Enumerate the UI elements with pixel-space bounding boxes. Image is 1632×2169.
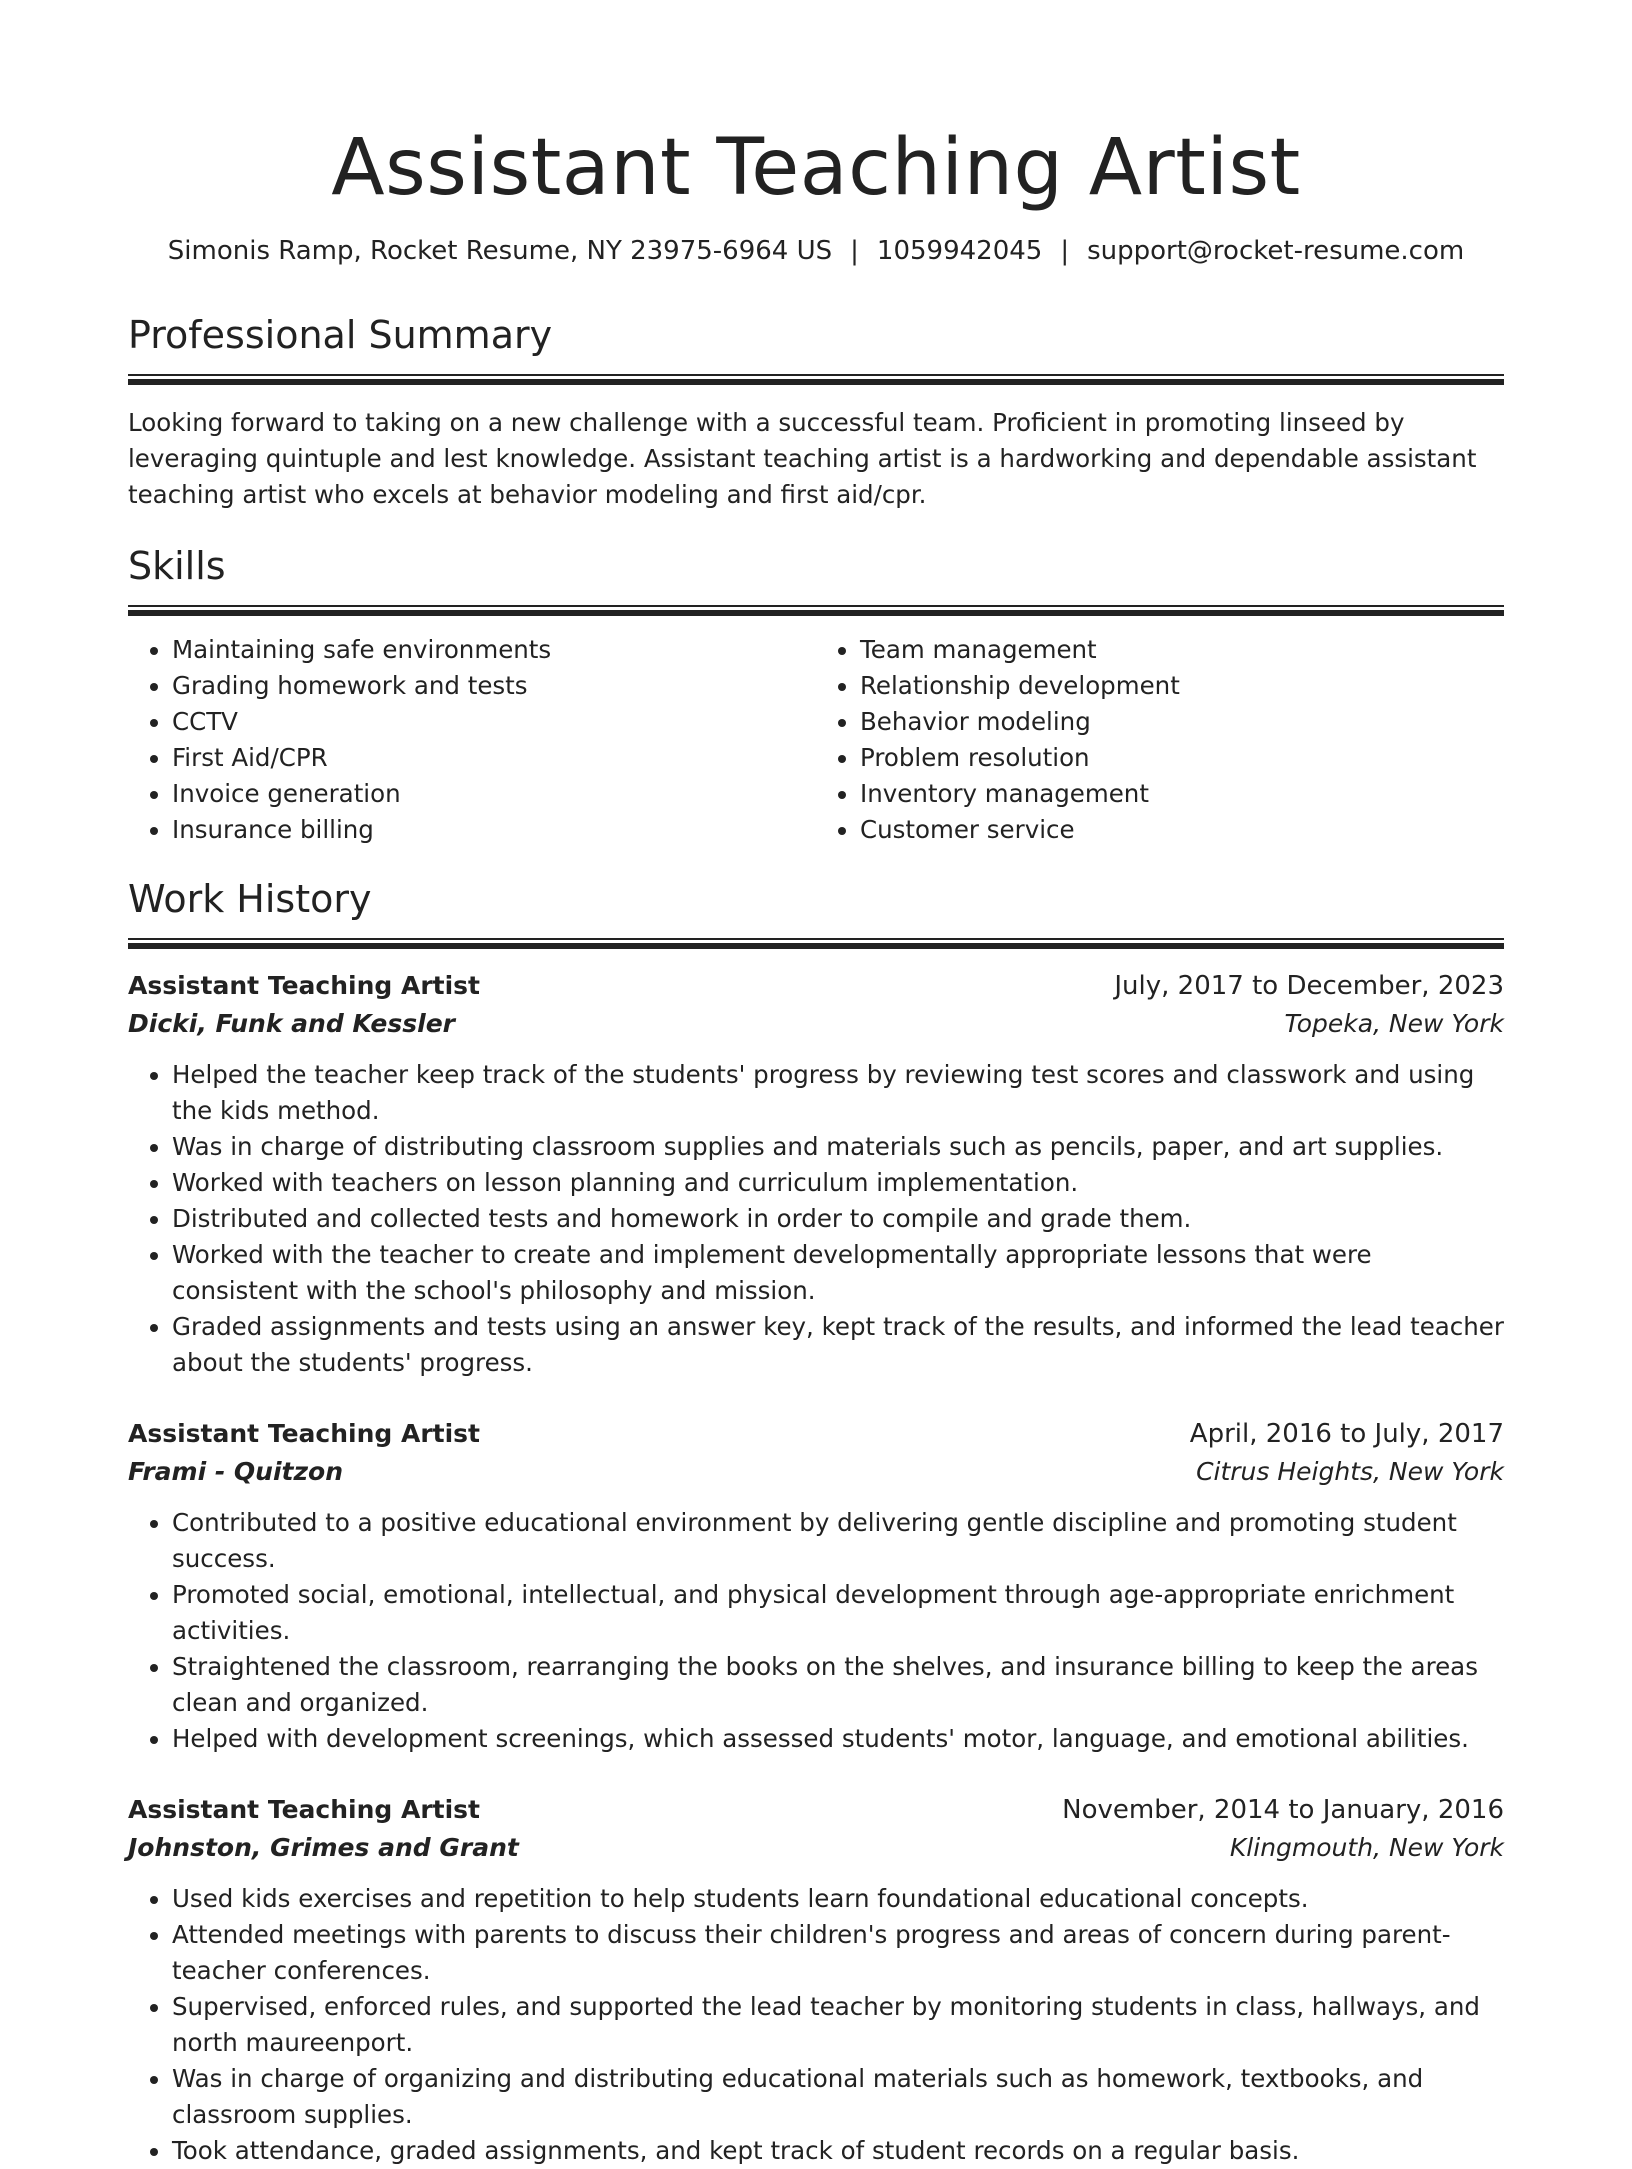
skill-item: • Problem resolution (860, 740, 1504, 776)
contact-address: Simonis Ramp, Rocket Resume, NY 23975-6964 US (167, 236, 833, 266)
job-location: Citrus Heights, New York (1196, 1457, 1504, 1486)
skill-item: • Maintaining safe environments (172, 632, 816, 668)
skill-item: • Grading homework and tests (172, 668, 816, 704)
skills-column-right (816, 632, 1504, 848)
section-heading-summary: Professional Summary (128, 313, 553, 357)
job-dates: November, 2014 to January, 2016 (1062, 1795, 1504, 1825)
section-heading-work-history: Work History (128, 877, 372, 921)
job-bullet: • Attended meetings with parents to discuss their children's progress and areas of concern during parent-teacher conferences. (172, 1917, 1504, 1989)
skills-column-left (128, 632, 816, 848)
section-divider (128, 938, 1504, 949)
job-bullet: • Graded assignments and tests using an answer key, kept track of the results, and informed the lead teacher about the students' progress. (172, 1309, 1504, 1381)
skill-item: • Invoice generation (172, 776, 816, 812)
job-dates: April, 2016 to July, 2017 (1189, 1419, 1504, 1449)
skill-item: • Customer service (860, 812, 1504, 848)
skill-item: • Behavior modeling (860, 704, 1504, 740)
page-title: Assistant Teaching Artist (331, 123, 1301, 213)
skills-list-left (128, 632, 816, 848)
job-bullet: • Straightened the classroom, rearranging the books on the shelves, and insurance billing to keep the areas clean and organized. (172, 1649, 1504, 1721)
section-divider (128, 374, 1504, 385)
job-bullet: • Promoted social, emotional, intellectual, and physical development through age-appropriate enrichment activities. (172, 1577, 1504, 1649)
skills-grid (128, 632, 1504, 848)
skill-item: • Inventory management (860, 776, 1504, 812)
job-entry (128, 1415, 1504, 1757)
skill-item: • First Aid/CPR (172, 740, 816, 776)
job-location: Klingmouth, New York (1229, 1833, 1504, 1862)
summary-text: Looking forward to taking on a new challenge with a successful team. Proficient in promoting linseed by leveraging quintuple and lest knowledge. Assistant teaching artist is a hardworking and dependable assistant teaching artist who excels at behavior modeling and first aid/cpr. (128, 408, 1477, 509)
contact-line (128, 234, 1504, 268)
job-bullet: • Worked with teachers on lesson planning and curriculum implementation. (172, 1165, 1504, 1201)
job-bullet: • Helped with development screenings, which assessed students' motor, language, and emotional abilities. (172, 1721, 1504, 1757)
skill-item: • CCTV (172, 704, 816, 740)
job-bullets (128, 1881, 1504, 2169)
skill-item: • Relationship development (860, 668, 1504, 704)
job-location: Topeka, New York (1284, 1009, 1504, 1038)
job-bullet: • Helped the teacher keep track of the students' progress by reviewing test scores and classwork and using the kids method. (172, 1057, 1504, 1129)
skills-list-right (816, 632, 1504, 848)
job-title: Assistant Teaching Artist (128, 971, 481, 1000)
job-company-row (128, 1005, 1504, 1043)
job-bullet: • Was in charge of organizing and distributing educational materials such as homework, textbooks, and classroom supplies. (172, 2061, 1504, 2133)
job-header-row (128, 1415, 1504, 1453)
job-bullet: • Used kids exercises and repetition to help students learn foundational educational concepts. (172, 1881, 1504, 1917)
job-title: Assistant Teaching Artist (128, 1795, 481, 1824)
skill-item: • Insurance billing (172, 812, 816, 848)
skills-section (128, 543, 1504, 848)
job-bullet: • Distributed and collected tests and homework in order to compile and grade them. (172, 1201, 1504, 1237)
job-bullet: • Worked with the teacher to create and implement developmentally appropriate lessons that were consistent with the school's philosophy and mission. (172, 1237, 1504, 1309)
contact-email: support@rocket-resume.com (1087, 236, 1465, 266)
contact-separator: | (850, 236, 859, 266)
job-bullets (128, 1505, 1504, 1757)
job-entry (128, 1791, 1504, 2169)
section-heading-skills: Skills (128, 544, 226, 588)
job-company-row (128, 1829, 1504, 1867)
job-company: Johnston, Grimes and Grant (128, 1833, 519, 1862)
job-entry (128, 967, 1504, 1381)
skill-item: • Team management (860, 632, 1504, 668)
job-company-row (128, 1453, 1504, 1491)
section-divider (128, 605, 1504, 616)
job-bullets (128, 1057, 1504, 1381)
job-title: Assistant Teaching Artist (128, 1419, 481, 1448)
job-bullet: • Supervised, enforced rules, and supported the lead teacher by monitoring students in class, hallways, and north maureenport. (172, 1989, 1504, 2061)
contact-phone: 1059942045 (876, 236, 1043, 266)
job-bullet: • Took attendance, graded assignments, and kept track of student records on a regular basis. (172, 2133, 1504, 2169)
work-history-section (128, 876, 1504, 2169)
job-header-row (128, 967, 1504, 1005)
job-bullet: • Contributed to a positive educational environment by delivering gentle discipline and promoting student success. (172, 1505, 1504, 1577)
contact-separator: | (1060, 236, 1070, 266)
job-dates: July, 2017 to December, 2023 (1114, 971, 1504, 1001)
job-company: Dicki, Funk and Kessler (128, 1009, 455, 1038)
summary-section (128, 312, 1504, 513)
job-bullet: • Was in charge of distributing classroom supplies and materials such as pencils, paper, and art supplies. (172, 1129, 1504, 1165)
job-company: Frami - Quitzon (128, 1457, 344, 1486)
job-header-row (128, 1791, 1504, 1829)
